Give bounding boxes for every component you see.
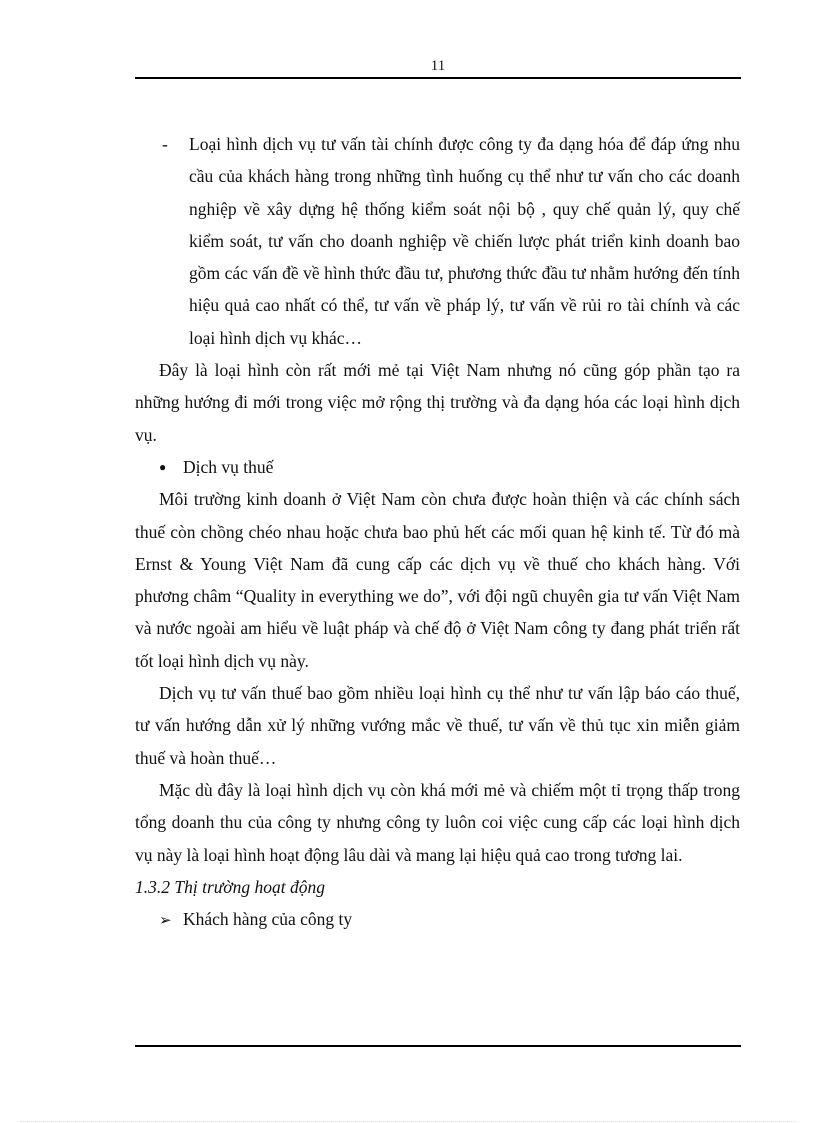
- paragraph-new-service: Đây là loại hình còn rất mới mẻ tại Việt Nam nhưng nó cũng góp phần tạo ra những hướng đi mới trong việc mở rộng thị trường và đa dạng hóa các loại hình dịch vụ.: [135, 360, 740, 445]
- page-body: [135, 128, 740, 937]
- bullet-icon: ●: [159, 459, 167, 474]
- dash-marker: -: [162, 134, 168, 154]
- bullet-item-text: Dịch vụ thuế: [183, 456, 274, 477]
- arrow-icon: ➢: [159, 913, 172, 930]
- section-heading: 1.3.2 Thị trường hoạt động: [135, 876, 326, 897]
- paragraph-tax-environment: Môi trường kinh doanh ở Việt Nam còn chưa được hoàn thiện và các chính sách thuế còn chồng chéo nhau hoặc chưa bao phủ hết các mối quan hệ kinh tế. Từ đó mà Ernst & Young Việt Nam đã cung cấp các dịch vụ về thuế cho khách hàng. Với phương châm “Quality in everything we do”, với đội ngũ chuyên gia tư vấn Việt Nam và nước ngoài am hiểu về luật pháp và chế độ ở Việt Nam công ty đang phát triển rất tốt loại hình dịch vụ này.: [135, 489, 740, 671]
- dash-list-item: [135, 128, 740, 354]
- arrow-item-text: Khách hàng của công ty: [183, 909, 353, 930]
- page-edge-divider: [20, 1121, 796, 1122]
- bullet-list-item: [135, 451, 740, 483]
- header-rule: [135, 77, 741, 79]
- paragraph-tax-outlook: Mặc dù đây là loại hình dịch vụ còn khá mới mẻ và chiếm một tỉ trọng thấp trong tổng doanh thu của công ty nhưng công ty luôn coi việc cung cấp các loại hình dịch vụ này là loại hình hoạt động lâu dài và mang lại hiệu quả cao trong tương lai.: [135, 779, 740, 865]
- footer-rule: [135, 1045, 741, 1047]
- page-number: 11: [430, 58, 446, 74]
- dash-item-text: Loại hình dịch vụ tư vấn tài chính được công ty đa dạng hóa để đáp ứng nhu cầu của khách hàng trong những tình huống cụ thể như tư vấn cho các doanh nghiệp về xây dựng hệ thống kiểm soát nội bộ , quy chế quản lý, quy chế kiểm soát, tư vấn cho doanh nghiệp về chiến lược phát triển kinh doanh bao gồm các vấn đề về hình thức đầu tư, phương thức đầu tư nhằm hướng đến tính hiệu quả cao nhất có thể, tư vấn về pháp lý, tư vấn về rủi ro tài chính và các loại hình dịch vụ khác…: [189, 134, 740, 348]
- arrow-list-item: [135, 903, 740, 937]
- paragraph-tax-consulting: Dịch vụ tư vấn thuế bao gồm nhiều loại hình cụ thể như tư vấn lập báo cáo thuế, tư vấn hướng dẫn xử lý những vướng mắc về thuế, tư vấn về thủ tục xin miễn giảm thuế và hoàn thuế…: [135, 683, 740, 768]
